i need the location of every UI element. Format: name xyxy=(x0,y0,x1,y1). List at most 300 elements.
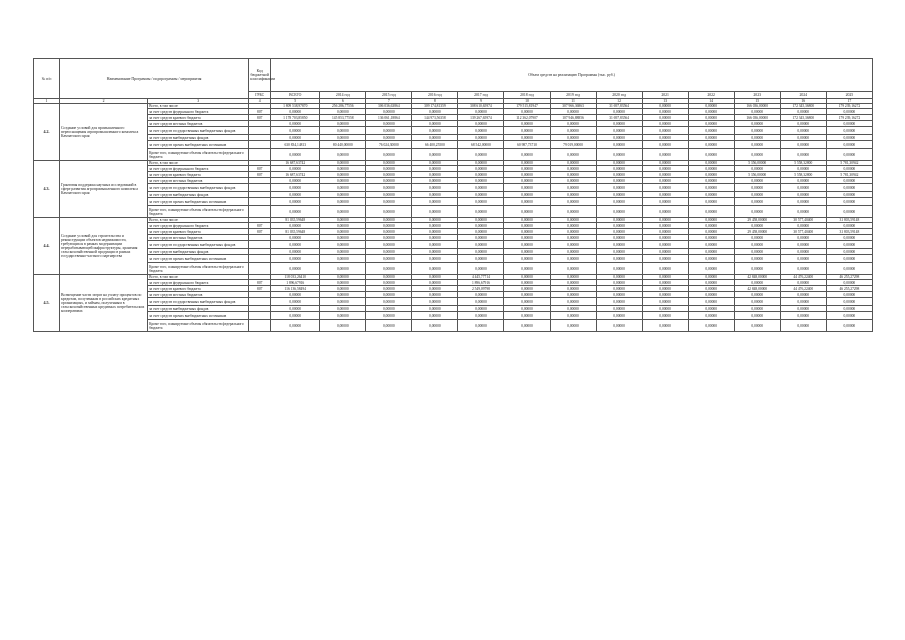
amount-year: 0,00000 xyxy=(458,298,504,306)
amount-year: 42 848,00000 xyxy=(734,286,780,292)
funding-source: за счет средств краевого бюджета xyxy=(148,172,249,178)
amount-year: 0,00000 xyxy=(320,275,366,280)
amount-year: 0,00000 xyxy=(550,320,596,332)
amount-year: 0,00000 xyxy=(780,135,826,141)
amount-year: 179 239,16272 xyxy=(826,115,872,121)
amount-year: 0,00000 xyxy=(780,235,826,241)
column-index: 5 xyxy=(271,99,320,104)
amount-year: 0,00000 xyxy=(826,280,872,286)
amount-year: 0,00000 xyxy=(366,306,412,312)
amount-year: 0,00000 xyxy=(642,172,688,178)
amount-year: 179 239,16272 xyxy=(826,104,872,109)
amount-year: 0,00000 xyxy=(642,249,688,255)
amount-year: 0,00000 xyxy=(504,135,550,141)
amount-year: 42 848,00000 xyxy=(734,275,780,280)
amount-year: 0,00000 xyxy=(366,172,412,178)
amount-year: 0,00000 xyxy=(596,255,642,263)
amount-year: 0,00000 xyxy=(550,249,596,255)
amount-year: 0,00000 xyxy=(642,263,688,275)
amount-year: 0,00000 xyxy=(826,166,872,172)
grbs-code: 807 xyxy=(249,172,271,178)
column-index: 17 xyxy=(826,99,872,104)
grbs-code xyxy=(249,263,271,275)
amount-year: 166 036,00000 xyxy=(734,115,780,121)
amount-year: 0,00000 xyxy=(780,312,826,320)
amount-total: 0,00000 xyxy=(271,184,320,192)
funding-source: за счет средств государственных внебюджетных фондов xyxy=(148,241,249,249)
table-row xyxy=(34,149,873,161)
amount-year: 0,00000 xyxy=(688,161,734,166)
header-volume: Объем средств на реализацию Программы (тыс. руб.) xyxy=(271,59,873,92)
amount-year: 0,00000 xyxy=(780,127,826,135)
amount-year: 0,00000 xyxy=(642,275,688,280)
grbs-code xyxy=(249,320,271,332)
header-year: 2017 год xyxy=(458,92,504,99)
amount-year: 0,00000 xyxy=(596,121,642,127)
amount-year: 29 458,00000 xyxy=(734,218,780,223)
amount-year: 0,00000 xyxy=(642,135,688,141)
amount-year: 30 577,40400 xyxy=(780,229,826,235)
column-index: 7 xyxy=(366,99,412,104)
amount-year: 0,00000 xyxy=(596,223,642,229)
amount-total: 1 809 538,97870 xyxy=(271,104,320,109)
amount-year: 5 781,30942 xyxy=(826,172,872,178)
amount-year: 0,00000 xyxy=(366,320,412,332)
grbs-code: 807 xyxy=(249,115,271,121)
amount-year: 0,00000 xyxy=(826,135,872,141)
amount-year: 0,00000 xyxy=(320,286,366,292)
funding-source: за счет средств местных бюджетов xyxy=(148,292,249,298)
amount-year: 0,00000 xyxy=(596,292,642,298)
amount-total: 0,00000 xyxy=(271,320,320,332)
amount-year: 0,00000 xyxy=(412,306,458,312)
amount-year: 0,00000 xyxy=(550,263,596,275)
amount-year: 0,00000 xyxy=(596,241,642,249)
grbs-code xyxy=(249,241,271,249)
amount-year: 0,00000 xyxy=(826,320,872,332)
amount-year: 0,00000 xyxy=(550,206,596,218)
grbs-code xyxy=(249,298,271,306)
amount-year: 179 515,81947 xyxy=(504,104,550,109)
table-row xyxy=(34,141,873,149)
amount-year: 0,00000 xyxy=(504,109,550,115)
funding-source: за счет средств прочих внебюджетных источников xyxy=(148,141,249,149)
amount-year: 0,00000 xyxy=(320,223,366,229)
header-total: ВСЕГО xyxy=(271,92,320,99)
amount-year: 144 973,56358 xyxy=(412,115,458,121)
amount-year: 76 024,30000 xyxy=(366,141,412,149)
amount-year: 0,00000 xyxy=(366,241,412,249)
amount-year: 0,00000 xyxy=(596,192,642,198)
amount-total: 0,00000 xyxy=(271,223,320,229)
grbs-code xyxy=(249,206,271,218)
header-year: 2021 xyxy=(642,92,688,99)
amount-year: 0,00000 xyxy=(504,172,550,178)
amount-year: 0,00000 xyxy=(550,312,596,320)
amount-total: 0,00000 xyxy=(271,166,320,172)
grbs-code: 807 xyxy=(249,286,271,292)
amount-year: 0,00000 xyxy=(826,109,872,115)
amount-year: 172 345,36800 xyxy=(780,104,826,109)
amount-year: 0,00000 xyxy=(504,312,550,320)
amount-year: 0,00000 xyxy=(642,184,688,192)
amount-year: 0,00000 xyxy=(458,223,504,229)
amount-year: 0,00000 xyxy=(458,109,504,115)
amount-year: 309 174,81359 xyxy=(412,104,458,109)
amount-year: 0,00000 xyxy=(320,241,366,249)
amount-year: 0,00000 xyxy=(458,292,504,298)
section-number: 4.2. xyxy=(34,104,60,161)
amount-year: 0,00000 xyxy=(642,241,688,249)
amount-year: 0,00000 xyxy=(366,275,412,280)
amount-year: 0,00000 xyxy=(366,263,412,275)
amount-year: 0,00000 xyxy=(780,255,826,263)
amount-year: 60 987,73710 xyxy=(504,141,550,149)
grbs-code xyxy=(249,198,271,206)
amount-year: 0,00000 xyxy=(550,292,596,298)
amount-year: 0,00000 xyxy=(550,235,596,241)
amount-year: 0,00000 xyxy=(734,320,780,332)
amount-year: 0,00000 xyxy=(412,121,458,127)
amount-year: 0,00000 xyxy=(550,184,596,192)
amount-year: 0,00000 xyxy=(412,206,458,218)
amount-year: 0,00000 xyxy=(688,166,734,172)
amount-year: 0,00000 xyxy=(366,298,412,306)
funding-source: за счет средств внебюджетных фондов xyxy=(148,249,249,255)
amount-year: 0,00000 xyxy=(688,149,734,161)
amount-year: 0,00000 xyxy=(596,306,642,312)
amount-year: 79 019,00000 xyxy=(550,141,596,149)
amount-year: 0,00000 xyxy=(458,206,504,218)
amount-total: 0,00000 xyxy=(271,292,320,298)
amount-total: 0,00000 xyxy=(271,235,320,241)
amount-year: 0,00000 xyxy=(412,198,458,206)
amount-year: 166 036,00000 xyxy=(734,104,780,109)
amount-year: 0,00000 xyxy=(596,184,642,192)
amount-year: 0,00000 xyxy=(458,229,504,235)
amount-year: 0,00000 xyxy=(688,198,734,206)
amount-year: 0,00000 xyxy=(734,192,780,198)
amount-year: 0,00000 xyxy=(688,127,734,135)
amount-year: 0,00000 xyxy=(734,292,780,298)
amount-year: 0,00000 xyxy=(780,223,826,229)
amount-year: 0,00000 xyxy=(550,298,596,306)
amount-year: 0,00000 xyxy=(688,249,734,255)
amount-year: 0,00000 xyxy=(366,127,412,135)
amount-year: 0,00000 xyxy=(458,263,504,275)
funding-source: за счет средств местных бюджетов xyxy=(148,235,249,241)
amount-year: 0,00000 xyxy=(550,223,596,229)
amount-year: 29 458,00000 xyxy=(734,229,780,235)
amount-year: 0,00000 xyxy=(458,184,504,192)
amount-year: 0,00000 xyxy=(642,206,688,218)
amount-year: 31 697,83564 xyxy=(596,104,642,109)
column-index: 6 xyxy=(320,99,366,104)
funding-source: за счет средств местных бюджетов xyxy=(148,178,249,184)
amount-year: 0,00000 xyxy=(780,206,826,218)
amount-year: 0,00000 xyxy=(780,121,826,127)
amount-year: 0,00000 xyxy=(366,109,412,115)
amount-year: 0,00000 xyxy=(596,229,642,235)
amount-year: 145 853,77558 xyxy=(320,115,366,121)
amount-year: 0,00000 xyxy=(320,109,366,115)
amount-year: 0,00000 xyxy=(596,135,642,141)
amount-year: 0,00000 xyxy=(826,235,872,241)
amount-year: 0,00000 xyxy=(366,229,412,235)
amount-year: 0,00000 xyxy=(458,127,504,135)
amount-total: 0,00000 xyxy=(271,249,320,255)
amount-year: 0,00000 xyxy=(412,280,458,286)
column-index: 10 xyxy=(504,99,550,104)
column-index: 14 xyxy=(688,99,734,104)
amount-year: 0,00000 xyxy=(412,229,458,235)
amount-year: 0,00000 xyxy=(642,280,688,286)
amount-year: 5 558,32800 xyxy=(780,161,826,166)
amount-year: 0,00000 xyxy=(320,235,366,241)
amount-year: 0,00000 xyxy=(320,320,366,332)
funding-source: за счет средств федерального бюджета xyxy=(148,109,249,115)
amount-year: 0,00000 xyxy=(688,172,734,178)
funding-source: за счет средств внебюджетных фондов xyxy=(148,306,249,312)
amount-year: 0,00000 xyxy=(596,263,642,275)
grbs-code xyxy=(249,127,271,135)
amount-year: 66 400,25500 xyxy=(412,141,458,149)
amount-year: 0,00000 xyxy=(642,255,688,263)
amount-year: 0,00000 xyxy=(596,198,642,206)
amount-year: 0,00000 xyxy=(412,109,458,115)
amount-year: 0,00000 xyxy=(596,178,642,184)
amount-year: 0,00000 xyxy=(596,298,642,306)
amount-year: 0,00000 xyxy=(780,298,826,306)
amount-year: 0,00000 xyxy=(550,172,596,178)
amount-year: 0,00000 xyxy=(826,306,872,312)
grbs-code xyxy=(249,312,271,320)
grbs-code xyxy=(249,184,271,192)
amount-year: 0,00000 xyxy=(320,184,366,192)
amount-year: 0,00000 xyxy=(550,109,596,115)
amount-year: 0,00000 xyxy=(826,178,872,184)
amount-year: 0,00000 xyxy=(504,235,550,241)
amount-year: 0,00000 xyxy=(734,178,780,184)
amount-year: 0,00000 xyxy=(366,206,412,218)
amount-total: 630 834,14813 xyxy=(271,141,320,149)
amount-year: 31 697,83564 xyxy=(596,115,642,121)
header-year: 2019 год xyxy=(550,92,596,99)
grbs-code: 807 xyxy=(249,109,271,115)
amount-year: 0,00000 xyxy=(412,166,458,172)
amount-year: 0,00000 xyxy=(550,306,596,312)
amount-year: 0,00000 xyxy=(642,178,688,184)
amount-year: 0,00000 xyxy=(642,104,688,109)
funding-source: за счет средств внебюджетных фондов xyxy=(148,192,249,198)
amount-year: 0,00000 xyxy=(412,172,458,178)
amount-year: 0,00000 xyxy=(642,115,688,121)
amount-year: 0,00000 xyxy=(688,298,734,306)
amount-year: 0,00000 xyxy=(688,121,734,127)
amount-year: 172 345,36800 xyxy=(780,115,826,121)
amount-year: 0,00000 xyxy=(780,192,826,198)
amount-year: 0,00000 xyxy=(734,121,780,127)
amount-year: 0,00000 xyxy=(596,235,642,241)
section-name: Возмещение части затрат на уплату процентов по кредитам, полученным в российских кредитных организациях, и займам, полученным в сельскохозяйственных кредитных потребительских кооперативах xyxy=(60,275,148,332)
section-name: Грантовая поддержка научных исследований в сфере развития агропромышленного комплекса Камчатского края xyxy=(60,161,148,218)
grbs-code xyxy=(249,255,271,263)
amount-year: 0,00000 xyxy=(504,192,550,198)
amount-year: 0,00000 xyxy=(458,149,504,161)
amount-year: 0,00000 xyxy=(596,172,642,178)
amount-year: 0,00000 xyxy=(320,298,366,306)
amount-year: 0,00000 xyxy=(780,263,826,275)
amount-year: 0,00000 xyxy=(826,263,872,275)
amount-year: 0,00000 xyxy=(826,292,872,298)
amount-year: 0,00000 xyxy=(320,178,366,184)
amount-year: 0,00000 xyxy=(366,286,412,292)
amount-year: 0,00000 xyxy=(688,184,734,192)
funding-source: Кроме того, планируемые объемы обязательств федерального бюджета xyxy=(148,149,249,161)
amount-year: 0,00000 xyxy=(366,218,412,223)
grbs-code: 807 xyxy=(249,280,271,286)
amount-year: 0,00000 xyxy=(734,306,780,312)
amount-year: 0,00000 xyxy=(642,141,688,149)
table-row xyxy=(34,320,873,332)
amount-year: 0,00000 xyxy=(412,320,458,332)
header-grbs: Код бюджетной классификации xyxy=(249,59,271,92)
grbs-code xyxy=(249,149,271,161)
amount-total: 0,00000 xyxy=(271,192,320,198)
amount-year: 44 476,22400 xyxy=(780,286,826,292)
amount-year: 0,00000 xyxy=(366,292,412,298)
amount-year: 0,00000 xyxy=(826,206,872,218)
amount-year: 0,00000 xyxy=(688,320,734,332)
amount-year: 0,00000 xyxy=(642,149,688,161)
amount-year: 0,00000 xyxy=(734,141,780,149)
amount-year: 0,00000 xyxy=(504,263,550,275)
amount-year: 0,00000 xyxy=(458,249,504,255)
amount-year: 0,00000 xyxy=(366,235,412,241)
amount-total: 0,00000 xyxy=(271,198,320,206)
amount-year: 0,00000 xyxy=(320,135,366,141)
amount-year: 0,00000 xyxy=(366,184,412,192)
amount-year: 0,00000 xyxy=(504,184,550,192)
amount-year: 68 542,00000 xyxy=(458,141,504,149)
column-index: 12 xyxy=(596,99,642,104)
amount-year: 31 803,59148 xyxy=(826,218,872,223)
grbs-code: 807 xyxy=(249,166,271,172)
amount-year: 0,00000 xyxy=(550,218,596,223)
amount-year: 0,00000 xyxy=(734,166,780,172)
funding-source: за счет средств государственных внебюджетных фондов xyxy=(148,127,249,135)
funding-source: за счет средств краевого бюджета xyxy=(148,115,249,121)
amount-year: 46 255,27298 xyxy=(826,286,872,292)
amount-year: 0,00000 xyxy=(596,127,642,135)
amount-year: 0,00000 xyxy=(642,109,688,115)
amount-year: 44 476,22400 xyxy=(780,275,826,280)
amount-total: 0,00000 xyxy=(271,109,320,115)
column-index: 8 xyxy=(412,99,458,104)
amount-year: 0,00000 xyxy=(734,223,780,229)
amount-year: 0,00000 xyxy=(504,166,550,172)
amount-year: 0,00000 xyxy=(550,241,596,249)
amount-year: 0,00000 xyxy=(734,263,780,275)
amount-year: 0,00000 xyxy=(688,104,734,109)
amount-year: 0,00000 xyxy=(642,312,688,320)
amount-year: 0,00000 xyxy=(504,149,550,161)
amount-year: 0,00000 xyxy=(320,312,366,320)
amount-year: 0,00000 xyxy=(412,184,458,192)
amount-year: 0,00000 xyxy=(688,206,734,218)
amount-year: 0,00000 xyxy=(504,127,550,135)
amount-year: 0,00000 xyxy=(734,241,780,249)
amount-year: 0,00000 xyxy=(412,275,458,280)
grbs-code: 807 xyxy=(249,229,271,235)
amount-year: 0,00000 xyxy=(458,121,504,127)
amount-year: 0,00000 xyxy=(734,198,780,206)
amount-year: 0,00000 xyxy=(780,292,826,298)
amount-year: 0,00000 xyxy=(688,235,734,241)
amount-year: 0,00000 xyxy=(550,166,596,172)
amount-total: 118 033,26410 xyxy=(271,275,320,280)
amount-year: 0,00000 xyxy=(826,312,872,320)
amount-year: 0,00000 xyxy=(504,178,550,184)
funding-source: за счет средств краевого бюджета xyxy=(148,229,249,235)
amount-year: 0,00000 xyxy=(688,115,734,121)
amount-year: 256 286,77556 xyxy=(320,104,366,109)
amount-year: 0,00000 xyxy=(688,312,734,320)
amount-year: 0,00000 xyxy=(780,198,826,206)
amount-total: 1 896,67916 xyxy=(271,280,320,286)
amount-year: 0,00000 xyxy=(412,161,458,166)
amount-year: 0,00000 xyxy=(780,184,826,192)
amount-year: 0,00000 xyxy=(734,135,780,141)
header-year: 2014 год xyxy=(320,92,366,99)
funding-source: за счет средств федерального бюджета xyxy=(148,166,249,172)
amount-year: 0,00000 xyxy=(642,298,688,306)
amount-year: 0,00000 xyxy=(458,218,504,223)
amount-year: 0,00000 xyxy=(366,121,412,127)
amount-year: 0,00000 xyxy=(366,223,412,229)
amount-year: 0,00000 xyxy=(366,312,412,320)
amount-total: 0,00000 xyxy=(271,298,320,306)
amount-year: 0,00000 xyxy=(412,223,458,229)
amount-year: 0,00000 xyxy=(412,249,458,255)
amount-year: 0,00000 xyxy=(734,184,780,192)
amount-year: 0,00000 xyxy=(366,255,412,263)
amount-year: 0,00000 xyxy=(734,235,780,241)
amount-year: 0,00000 xyxy=(688,223,734,229)
amount-year: 0,00000 xyxy=(458,178,504,184)
amount-year: 0,00000 xyxy=(504,320,550,332)
amount-year: 0,00000 xyxy=(596,161,642,166)
funding-source: Всего, в том числе: xyxy=(148,104,249,109)
amount-total: 1 178 703,85850 xyxy=(271,115,320,121)
amount-total: 0,00000 xyxy=(271,263,320,275)
amount-year: 307 966,36863 xyxy=(550,104,596,109)
budget-table xyxy=(33,58,873,332)
amount-year: 0,00000 xyxy=(320,218,366,223)
amount-total: 81 035,59648 xyxy=(271,218,320,223)
column-index: 13 xyxy=(642,99,688,104)
funding-source: за счет средств местных бюджетов xyxy=(148,121,249,127)
funding-source: Всего, в том числе: xyxy=(148,275,249,280)
amount-year: 0,00000 xyxy=(550,135,596,141)
column-index: 9 xyxy=(458,99,504,104)
amount-year: 0,00000 xyxy=(780,320,826,332)
column-index: 16 xyxy=(780,99,826,104)
header-year: 2022 xyxy=(688,92,734,99)
amount-year: 0,00000 xyxy=(826,192,872,198)
funding-source: за счет средств федерального бюджета xyxy=(148,280,249,286)
amount-year: 0,00000 xyxy=(458,320,504,332)
